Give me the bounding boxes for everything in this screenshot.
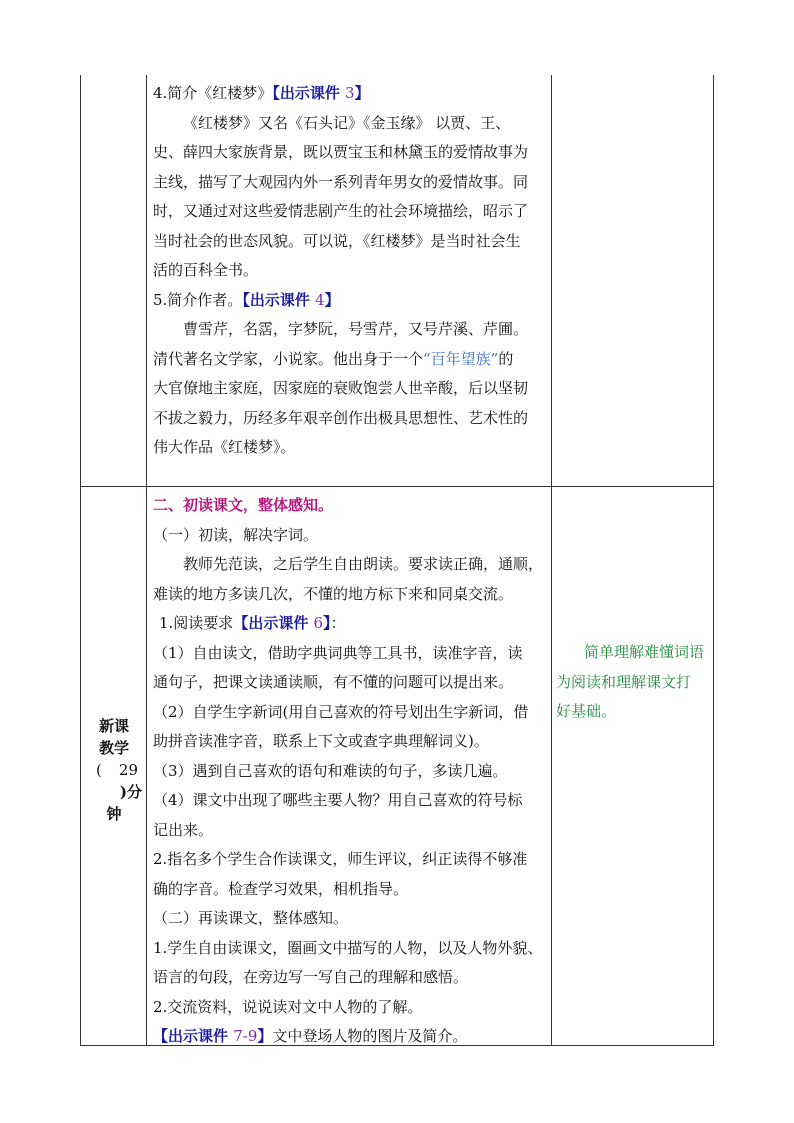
row1-content: [153, 79, 549, 463]
teacher-line: 教师先范读，之后学生自由朗读。要求读正确，通顺，: [183, 555, 544, 573]
body-line: 语言的句段，在旁边写一写自己的理解和感悟。: [153, 968, 469, 986]
body-line: 2.指名多个学生合作读课文，师生评议，纠正读得不够准: [153, 850, 528, 868]
teacher-line: 难读的地方多读几次，不懂的地方标下来和同桌交流。: [153, 584, 514, 603]
label-line: 教学: [98, 739, 129, 757]
row2-content: [153, 491, 549, 1052]
border-col1: [146, 75, 147, 1046]
hlm-line: 活的百科全书。: [153, 261, 259, 279]
body-line: 1.学生自由读课文，圈画文中描写的人物，以及人物外貌、: [153, 938, 543, 957]
intro-hlm-heading: 4.简介《红楼梦》【出示课件 3】: [153, 84, 370, 102]
intro-author-heading: 5.简介作者。【出示课件 4】: [153, 290, 340, 309]
courseware-line: 【出示课件 7-9】文中登场人物的图片及简介。: [153, 1027, 468, 1045]
hlm-line: 主线，描写了大观园内外一系列青年男女的爱情故事。同: [153, 172, 529, 191]
hlm-line: 史、薛四大家族背景，既以贾宝玉和林黛玉的爱情故事为: [153, 143, 529, 161]
body-line: 记出来。: [153, 820, 214, 839]
design-note: [556, 638, 712, 727]
body-line: （1）自由读文，借助字典词典等工具书，读准字音，读: [153, 643, 523, 662]
section-heading: 二、初读课文，整体感知。: [153, 496, 334, 514]
sub-heading: （一）初读，解决字词。: [153, 525, 319, 544]
body-line: 助拼音读准字音，联系上下文或查字典理解词义)。: [153, 732, 489, 750]
body-line: （2）自学生字新词(用自己喜欢的符号划出生字新词，借: [153, 702, 529, 721]
label-line: 新课: [98, 717, 129, 735]
label-minutes: ( 29: [96, 761, 138, 779]
reading-requirements: 1.阅读要求【出示课件 6】：: [159, 614, 346, 632]
border-left: [80, 75, 81, 1046]
border-right: [713, 75, 714, 1046]
hlm-line: 当时社会的世态风貌。可以说，《红楼梦》是当时社会生: [153, 231, 521, 250]
note-line: 为阅读和理解课文打: [556, 672, 692, 691]
body-line: （4）课文中出现了哪些主要人物？用自己喜欢的符号标: [153, 791, 523, 809]
author-line: 不拔之毅力，历经多年艰辛创作出极具思想性、艺术性的: [153, 408, 529, 427]
author-line: 大官僚地主家庭，因家庭的衰败饱尝人世辛酸，后以坚韧: [153, 379, 529, 397]
body-line: （3）遇到自己喜欢的语句和难读的句子，多读几遍。: [153, 761, 508, 780]
note-line: 好基础。: [556, 702, 617, 720]
hlm-line: 时，又通过对这些爱情悲剧产生的社会环境描绘，昭示了: [153, 202, 529, 220]
border-row-divider: [80, 486, 714, 487]
body-line: 通句子，把课文读通读顺，有不懂的问题可以提出来。: [153, 673, 514, 691]
label-line: 钟: [106, 805, 122, 823]
body-line: （二）再读课文，整体感知。: [153, 909, 349, 927]
border-col2: [551, 75, 552, 1046]
author-line: 曹雪芹，名霑，字梦阮，号雪芹，又号芹溪、芹圃。: [183, 320, 529, 338]
lesson-plan-table: [80, 75, 714, 1046]
label-line: )分: [119, 783, 142, 801]
author-line: 伟大作品《红楼梦》。: [153, 438, 296, 456]
section-label: [82, 715, 146, 825]
body-line: 确的字音。检查学习效果，相机指导。: [153, 879, 409, 898]
hlm-line: 《红楼梦》又名《石头记》《金玉缘》 以贾、王、: [183, 113, 511, 132]
body-line: 2.交流资料，说说读对文中人物的了解。: [153, 997, 423, 1016]
author-line: 清代著名文学家，小说家。他出身于一个“百年望族”的: [153, 349, 514, 368]
note-line: 简单理解难懂词语: [584, 643, 705, 661]
